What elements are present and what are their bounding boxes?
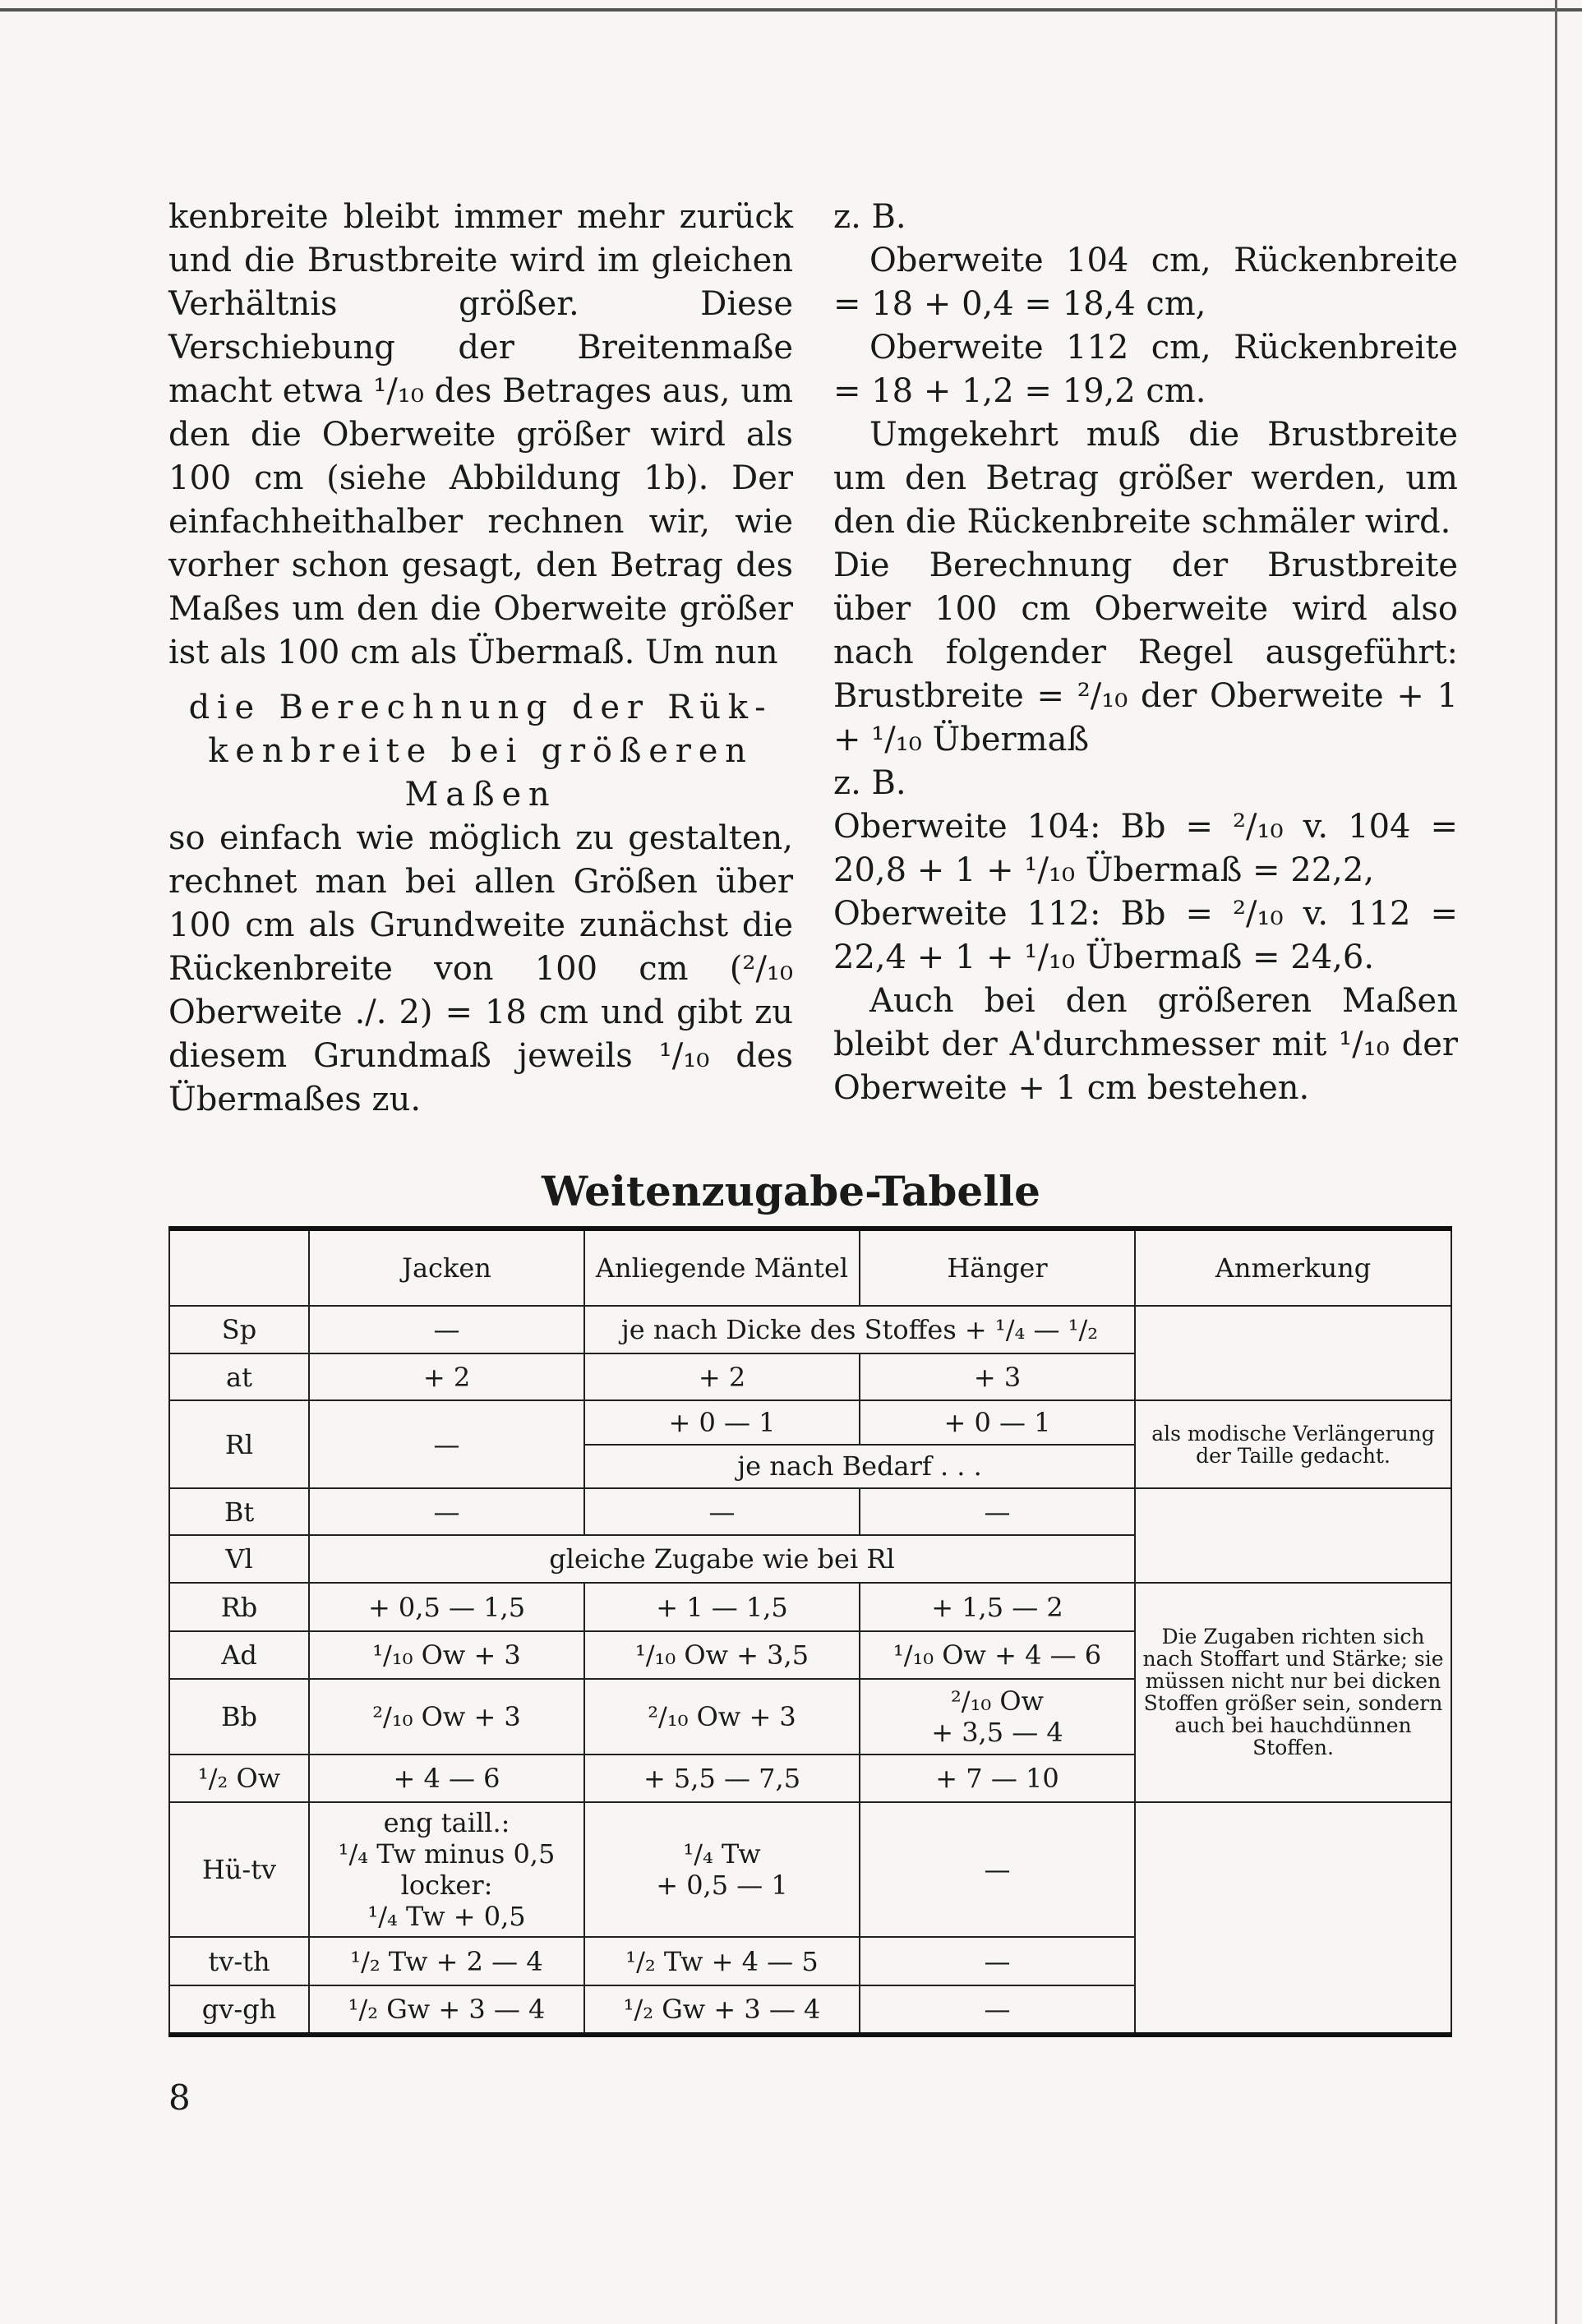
cell-ow-jacken: + 4 — 6 [309, 1755, 584, 1801]
cell-hutv-jacken-line-2: ¹/₄ Tw minus 0,5 [338, 1838, 556, 1870]
cell-hutv-haenger: — [860, 1802, 1135, 1937]
right-paragraph-auch: Auch bei den größeren Maßen bleibt der A'durchmesser mit ¹/₁₀ der Oberweite + 1 cm bestehen. [833, 982, 1458, 1107]
right-edge-line [1555, 0, 1557, 2324]
table-row [169, 1802, 1451, 1937]
header-empty [169, 1229, 309, 1306]
cell-bb-haenger [860, 1679, 1135, 1755]
cell-ow-maentel: + 5,5 — 7,5 [584, 1755, 860, 1801]
cell-bb-haenger-line-1: ²/₁₀ Ow [950, 1685, 1045, 1718]
row-label-tvth: tv-th [169, 1937, 309, 1986]
cell-bt-maentel: — [584, 1488, 860, 1535]
cell-gvgh-maentel: ¹/₂ Gw + 3 — 4 [584, 1985, 860, 2035]
right-example-3: Oberweite 104: Bb = ²/₁₀ v. 104 = 20,8 + 1 + ¹/₁₀ Übermaß = 22,2, [833, 808, 1458, 889]
row-label-gvgh: gv-gh [169, 1985, 309, 2035]
row-label-rb: Rb [169, 1583, 309, 1632]
cell-rb-jacken: + 0,5 — 1,5 [309, 1583, 584, 1632]
cell-ow-haenger: + 7 — 10 [860, 1755, 1135, 1801]
cell-rl-jacken: — [309, 1400, 584, 1488]
right-text-column [833, 196, 1458, 1110]
spaced-heading-line-2: kenbreite bei größeren [208, 732, 754, 770]
cell-at-haenger: + 3 [860, 1353, 1135, 1400]
header-maentel: Anliegende Mäntel [584, 1229, 860, 1306]
table-row [169, 1488, 1451, 1535]
cell-hutv-jacken [309, 1802, 584, 1937]
cell-bb-maentel: ²/₁₀ Ow + 3 [584, 1679, 860, 1755]
table-header-row [169, 1229, 1451, 1306]
table-row [169, 1306, 1451, 1353]
left-text-column [168, 196, 793, 1122]
cell-gvgh-haenger: — [860, 1985, 1135, 2035]
cell-bt-jacken: — [309, 1488, 584, 1535]
cell-hutv-jacken-line-1: eng taill.: [383, 1806, 510, 1838]
top-edge-line [0, 8, 1582, 12]
table-row [169, 1583, 1451, 1632]
cell-rl-maentel: + 0 — 1 [584, 1400, 860, 1444]
right-paragraph-zb-2: z. B. [833, 764, 906, 802]
cell-hutv-maentel-line-2: + 0,5 — 1 [656, 1869, 788, 1901]
cell-rb-maentel: + 1 — 1,5 [584, 1583, 860, 1632]
cell-hutv-maentel-line-1: ¹/₄ Tw [683, 1838, 761, 1870]
left-paragraph-1: kenbreite bleibt immer mehr zurück und die Brustbreite wird im gleichen Verhältnis größer. Diese Verschiebung der Breitenmaße macht etwa ¹/₁₀ des Betrages aus, um den die Oberweite größer wird als 100 cm (siehe Abbildung 1b). Der einfachheithalber rechnen wir, wie vorher schon gesagt, den Betrag des Maßes um den die Oberweite größer ist als 100 cm als Übermaß. Um nun [168, 198, 793, 671]
cell-middle-note: Die Zugaben richten sich nach Stoffart und Stärke; sie müssen nicht nur bei dicken Stoffen größer sein, sondern auch bei hauchdünnen Stoffen. [1135, 1583, 1451, 1802]
row-label-at: at [169, 1353, 309, 1400]
cell-rl-haenger: + 0 — 1 [860, 1400, 1135, 1444]
row-label-rl: Rl [169, 1400, 309, 1488]
spaced-heading-line-1: die Berechnung der Rük- [188, 689, 773, 726]
right-paragraph-umgekehrt: Umgekehrt muß die Brustbreite um den Betrag größer werden, um den die Rückenbreite schmäler wird. [833, 416, 1458, 541]
cell-at-maentel: + 2 [584, 1353, 860, 1400]
cell-vl-all: gleiche Zugabe wie bei Rl [309, 1535, 1135, 1582]
header-anmerkung: Anmerkung [1135, 1229, 1451, 1306]
right-paragraph-berechnung: Die Berechnung der Brustbreite über 100 cm Oberweite wird also nach folgender Regel ausgeführt: Brustbreite = ²/₁₀ der Oberweite + 1 + ¹/₁₀ Übermaß [833, 546, 1458, 759]
cell-rb-haenger: + 1,5 — 2 [860, 1583, 1135, 1632]
header-haenger: Hänger [860, 1229, 1135, 1306]
weitenzugabe-table [168, 1226, 1452, 2037]
table-row [169, 1400, 1451, 1444]
left-paragraph-2: so einfach wie möglich zu gestalten, rechnet man bei allen Größen über 100 cm als Grundweite zunächst die Rückenbreite von 100 cm (²/₁₀ Oberweite ./. 2) = 18 cm und gibt zu diesem Grundmaß jeweils ¹/₁₀ des Übermaßes zu. [168, 819, 793, 1118]
cell-tvth-haenger: — [860, 1937, 1135, 1986]
header-jacken: Jacken [309, 1229, 584, 1306]
cell-hutv-jacken-line-3: locker: [400, 1869, 493, 1901]
cell-bt-haenger: — [860, 1488, 1135, 1535]
row-label-hutv: Hü-tv [169, 1802, 309, 1937]
row-label-sp: Sp [169, 1306, 309, 1353]
cell-sp-rest: je nach Dicke des Stoffes + ¹/₄ — ¹/₂ [584, 1306, 1135, 1353]
cell-bb-jacken: ²/₁₀ Ow + 3 [309, 1679, 584, 1755]
cell-ad-maentel: ¹/₁₀ Ow + 3,5 [584, 1631, 860, 1678]
right-paragraph-zb: z. B. [833, 198, 906, 236]
row-label-ad: Ad [169, 1631, 309, 1678]
right-example-2: Oberweite 112 cm, Rückenbreite = 18 + 1,2 = 19,2 cm. [833, 329, 1458, 410]
cell-ad-jacken: ¹/₁₀ Ow + 3 [309, 1631, 584, 1678]
cell-rl-bedarf: je nach Bedarf . . . [584, 1445, 1135, 1488]
cell-at-jacken: + 2 [309, 1353, 584, 1400]
page-number: 8 [168, 2077, 191, 2118]
row-label-bb: Bb [169, 1679, 309, 1755]
cell-sp-jacken: — [309, 1306, 584, 1353]
row-label-bt: Bt [169, 1488, 309, 1535]
cell-tvth-maentel: ¹/₂ Tw + 4 — 5 [584, 1937, 860, 1986]
row-label-vl: Vl [169, 1535, 309, 1582]
cell-ad-haenger: ¹/₁₀ Ow + 4 — 6 [860, 1631, 1135, 1678]
cell-hutv-jacken-line-4: ¹/₄ Tw + 0,5 [367, 1900, 526, 1932]
cell-tvth-jacken: ¹/₂ Tw + 2 — 4 [309, 1937, 584, 1986]
cell-rl-note: als modische Verlängerung der Taille gedacht. [1135, 1400, 1451, 1488]
right-example-4: Oberweite 112: Bb = ²/₁₀ v. 112 = 22,4 + 1 + ¹/₁₀ Übermaß = 24,6. [833, 895, 1458, 976]
cell-note-empty-3 [1135, 1802, 1451, 2035]
row-label-ow: ¹/₂ Ow [169, 1755, 309, 1801]
cell-note-empty-1 [1135, 1306, 1451, 1400]
cell-gvgh-jacken: ¹/₂ Gw + 3 — 4 [309, 1985, 584, 2035]
cell-hutv-maentel [584, 1802, 860, 1937]
table-title: Weitenzugabe-Tabelle [542, 1167, 1040, 1215]
right-example-1: Oberweite 104 cm, Rückenbreite = 18 + 0,4 = 18,4 cm, [833, 242, 1458, 323]
spaced-heading-line-3: Maßen [404, 776, 557, 814]
cell-bb-haenger-line-2: + 3,5 — 4 [931, 1717, 1063, 1749]
cell-note-empty-2 [1135, 1488, 1451, 1583]
